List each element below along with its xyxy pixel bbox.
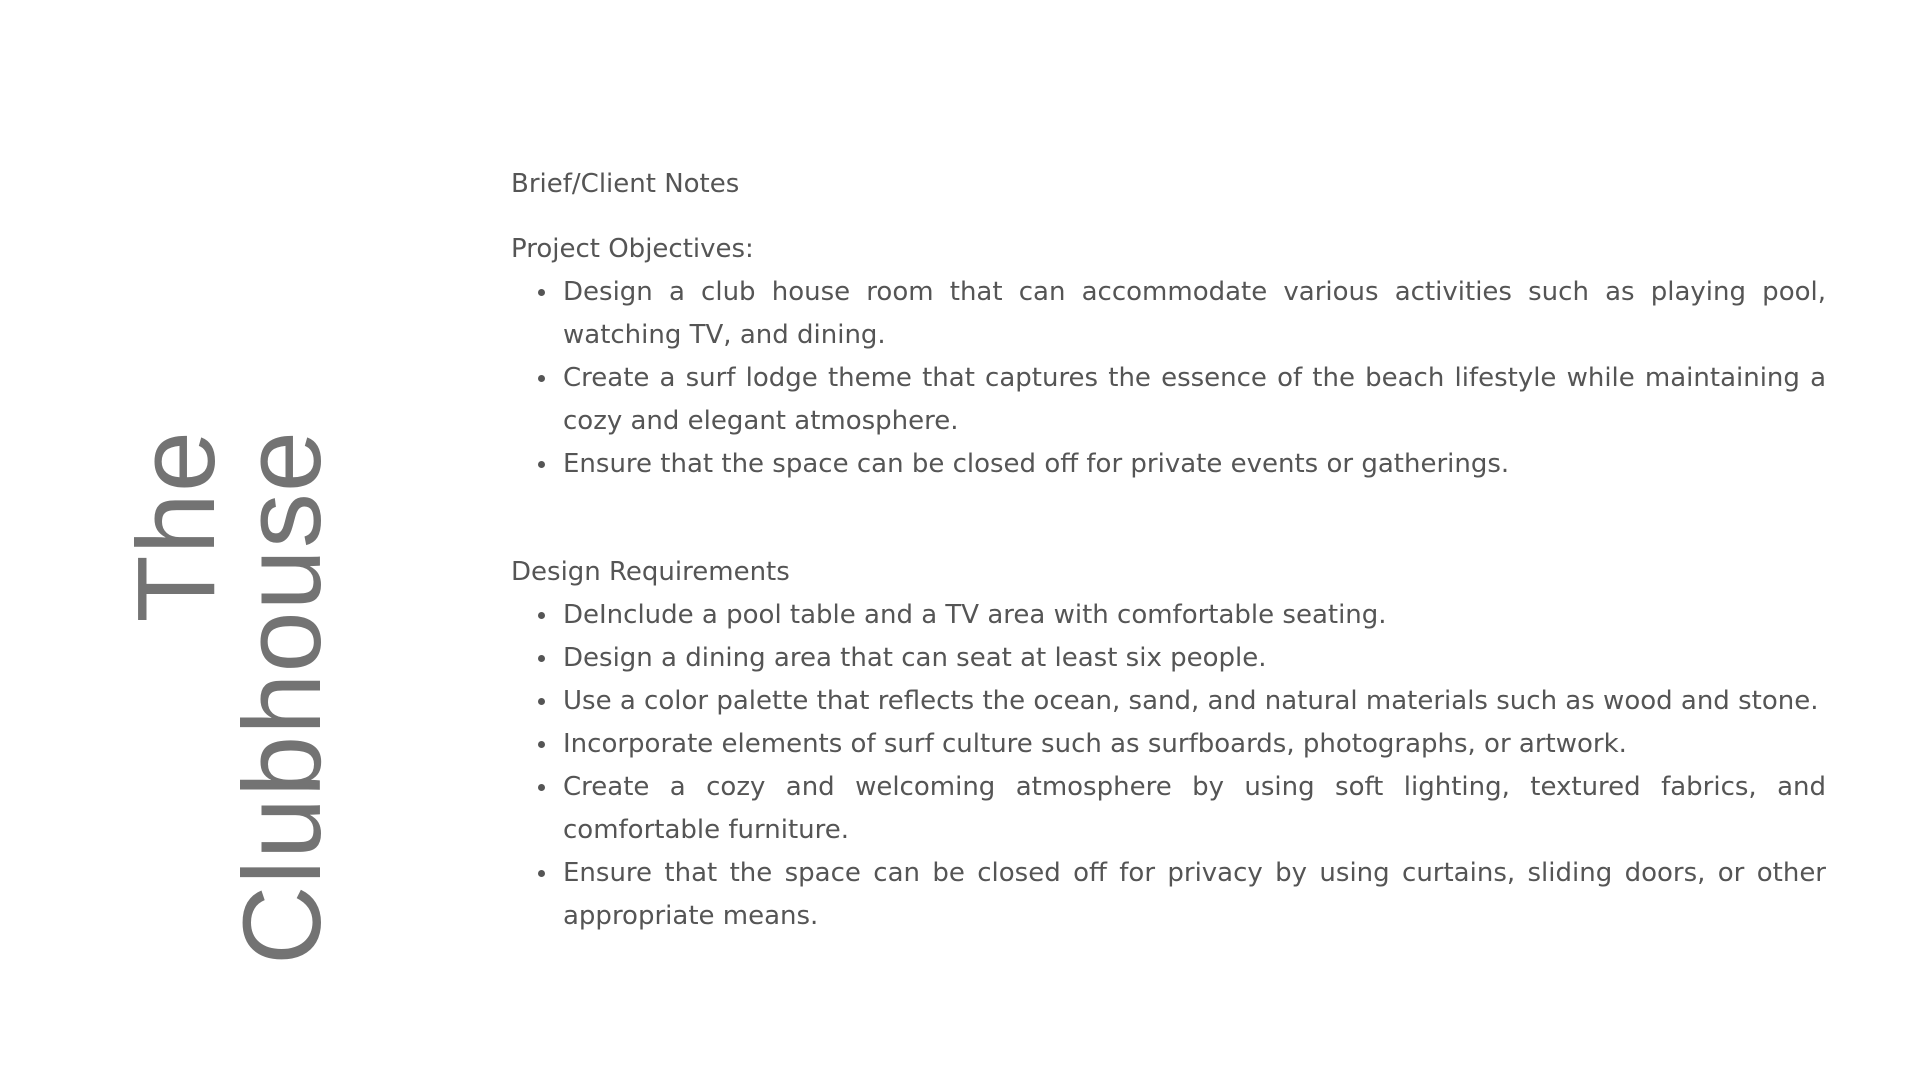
requirements-heading: Design Requirements — [511, 557, 790, 587]
requirement-item: Use a color palette that reflects the ocean, sand, and natural materials such as wood and stone. — [511, 680, 1826, 723]
objective-item: Design a club house room that can accommodate various activities such as playing pool, watching TV, and dining. — [511, 271, 1826, 357]
requirement-item: Design a dining area that can seat at least six people. — [511, 637, 1826, 680]
requirements-list — [511, 594, 1826, 938]
requirement-item: Incorporate elements of surf culture such as surfboards, photographs, or artwork. — [511, 723, 1826, 766]
objective-item: Ensure that the space can be closed off for private events or gatherings. — [511, 443, 1826, 486]
vertical-title-rotator — [110, 430, 350, 990]
title-line-1: The — [115, 430, 238, 623]
spacer — [511, 206, 1826, 228]
objectives-list — [511, 271, 1826, 486]
requirement-item: Ensure that the space can be closed off for privacy by using curtains, sliding doors, or other appropriate means. — [511, 852, 1826, 938]
spacer — [511, 486, 1826, 551]
vertical-title — [110, 430, 350, 990]
requirement-item: DeInclude a pool table and a TV area with comfortable seating. — [511, 594, 1826, 637]
title-line-2: Clubhouse — [221, 430, 344, 965]
objective-item: Create a surf lodge theme that captures the essence of the beach lifestyle while maintaining a cozy and elegant atmosphere. — [511, 357, 1826, 443]
notes-content — [511, 163, 1826, 938]
brief-heading: Brief/Client Notes — [511, 169, 740, 199]
requirement-item: Create a cozy and welcoming atmosphere by using soft lighting, textured fabrics, and comfortable furniture. — [511, 766, 1826, 852]
objectives-heading: Project Objectives: — [511, 234, 754, 264]
